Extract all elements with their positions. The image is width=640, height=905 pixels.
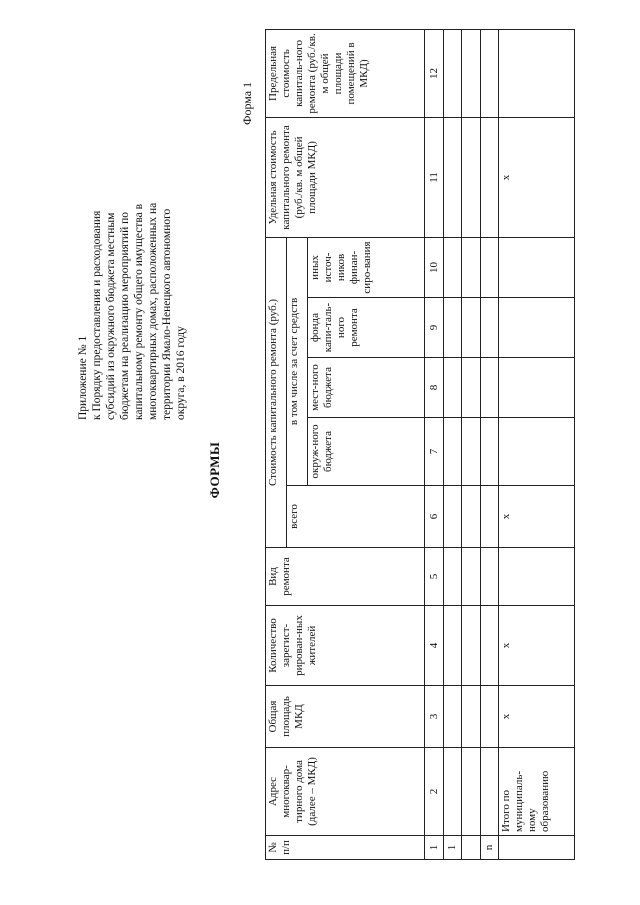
header-unit-cost: Удельная стоимость капитального ремонта (руб./кв. м общей площади МКД) bbox=[266, 117, 425, 237]
table-cell bbox=[443, 29, 461, 117]
total-cost: х bbox=[498, 486, 574, 548]
table-cell bbox=[480, 686, 498, 748]
appendix-line: капитальному ремонту общего имущества в bbox=[133, 203, 145, 420]
appendix-title: Приложение № 1 bbox=[77, 335, 89, 420]
table-cell bbox=[462, 548, 480, 606]
header-fund: фонда капи-таль-ного ремонта bbox=[307, 298, 425, 358]
appendix-heading bbox=[76, 90, 188, 420]
table-cell bbox=[498, 418, 574, 486]
header-max-cost: Предельная стоимость капиталь-ного ремонта (руб./кв. м общей площади помещений в МКД) bbox=[266, 29, 425, 117]
appendix-line: территории Ямало-Ненецкого автономного bbox=[161, 208, 173, 420]
col-number: 5 bbox=[425, 548, 443, 606]
appendix-line: многоквартирных домах, расположенных на bbox=[147, 202, 159, 420]
col-number: 11 bbox=[425, 117, 443, 237]
header-repair-type: Вид ремонта bbox=[266, 548, 425, 606]
header-address: Адрес многоквар-тирного дома (далее – МКД) bbox=[266, 748, 425, 836]
header-num: № п/п bbox=[266, 836, 425, 860]
table-cell bbox=[443, 237, 461, 297]
total-area: х bbox=[498, 686, 574, 748]
table-cell bbox=[480, 486, 498, 548]
header-total: всего bbox=[286, 486, 425, 548]
row-number: 1 bbox=[443, 836, 461, 860]
table-cell bbox=[443, 358, 461, 418]
col-number: 12 bbox=[425, 29, 443, 117]
table-cell bbox=[480, 117, 498, 237]
table-cell bbox=[480, 418, 498, 486]
table-cell bbox=[498, 836, 574, 860]
col-number: 4 bbox=[425, 606, 443, 686]
table-cell bbox=[462, 606, 480, 686]
table-cell bbox=[498, 548, 574, 606]
table-cell bbox=[498, 29, 574, 117]
table-cell bbox=[443, 686, 461, 748]
table-cell bbox=[462, 117, 480, 237]
table-cell bbox=[462, 29, 480, 117]
forms-title: ФОРМЫ bbox=[207, 441, 222, 499]
header-row bbox=[266, 29, 287, 859]
header-okrug: окруж-ного бюджета bbox=[307, 418, 425, 486]
table-cell bbox=[462, 358, 480, 418]
table-cell bbox=[498, 298, 574, 358]
table-cell bbox=[480, 29, 498, 117]
table-row bbox=[443, 29, 461, 859]
table-cell bbox=[498, 358, 574, 418]
form-table bbox=[265, 29, 575, 860]
col-number: 7 bbox=[425, 418, 443, 486]
col-number: 10 bbox=[425, 237, 443, 297]
total-row bbox=[498, 29, 574, 859]
table-cell bbox=[480, 606, 498, 686]
table-cell bbox=[462, 686, 480, 748]
header-cost-group: Стоимость капитального ремонта (руб.) bbox=[266, 237, 287, 547]
table-cell bbox=[480, 358, 498, 418]
table-cell bbox=[462, 298, 480, 358]
total-unit-cost: х bbox=[498, 117, 574, 237]
total-label: Итого по муниципаль-ному образованию bbox=[498, 748, 574, 836]
header-residents: Количество зарегист-рирован-ных жителей bbox=[266, 606, 425, 686]
col-number: 2 bbox=[425, 748, 443, 836]
col-number: 1 bbox=[425, 836, 443, 860]
form-label: Форма 1 bbox=[240, 81, 254, 125]
table-cell bbox=[480, 237, 498, 297]
table-cell bbox=[443, 298, 461, 358]
row-number bbox=[462, 836, 480, 860]
col-number: 9 bbox=[425, 298, 443, 358]
table-row bbox=[480, 29, 498, 859]
table-cell bbox=[462, 748, 480, 836]
header-area: Общая площадь МКД bbox=[266, 686, 425, 748]
appendix-line: округа, в 2016 году bbox=[175, 326, 187, 420]
appendix-line: бюджетам на реализацию мероприятий по bbox=[119, 211, 131, 420]
col-number: 8 bbox=[425, 358, 443, 418]
document-page bbox=[60, 30, 580, 860]
table-cell bbox=[443, 548, 461, 606]
col-number: 3 bbox=[425, 686, 443, 748]
table-cell bbox=[443, 418, 461, 486]
row-number: n bbox=[480, 836, 498, 860]
table-cell bbox=[498, 237, 574, 297]
table-row bbox=[462, 29, 480, 859]
header-local: мест-ного бюджета bbox=[307, 358, 425, 418]
table-cell bbox=[462, 486, 480, 548]
table-cell bbox=[480, 748, 498, 836]
table-cell bbox=[443, 486, 461, 548]
appendix-line: субсидий из окружного бюджета местным bbox=[105, 212, 117, 420]
column-numbers-row bbox=[425, 29, 443, 859]
header-other: иных источ-ников финан-сиро-вания bbox=[307, 237, 425, 297]
appendix-line: к Порядку предоставления и расходования bbox=[91, 210, 103, 420]
table-cell bbox=[443, 117, 461, 237]
table-cell bbox=[480, 548, 498, 606]
header-incl: в том числе за счет средств bbox=[286, 237, 307, 485]
table-cell bbox=[443, 748, 461, 836]
table-cell bbox=[443, 606, 461, 686]
table-cell bbox=[462, 237, 480, 297]
col-number: 6 bbox=[425, 486, 443, 548]
total-residents: х bbox=[498, 606, 574, 686]
table-cell bbox=[480, 298, 498, 358]
table-cell bbox=[462, 418, 480, 486]
